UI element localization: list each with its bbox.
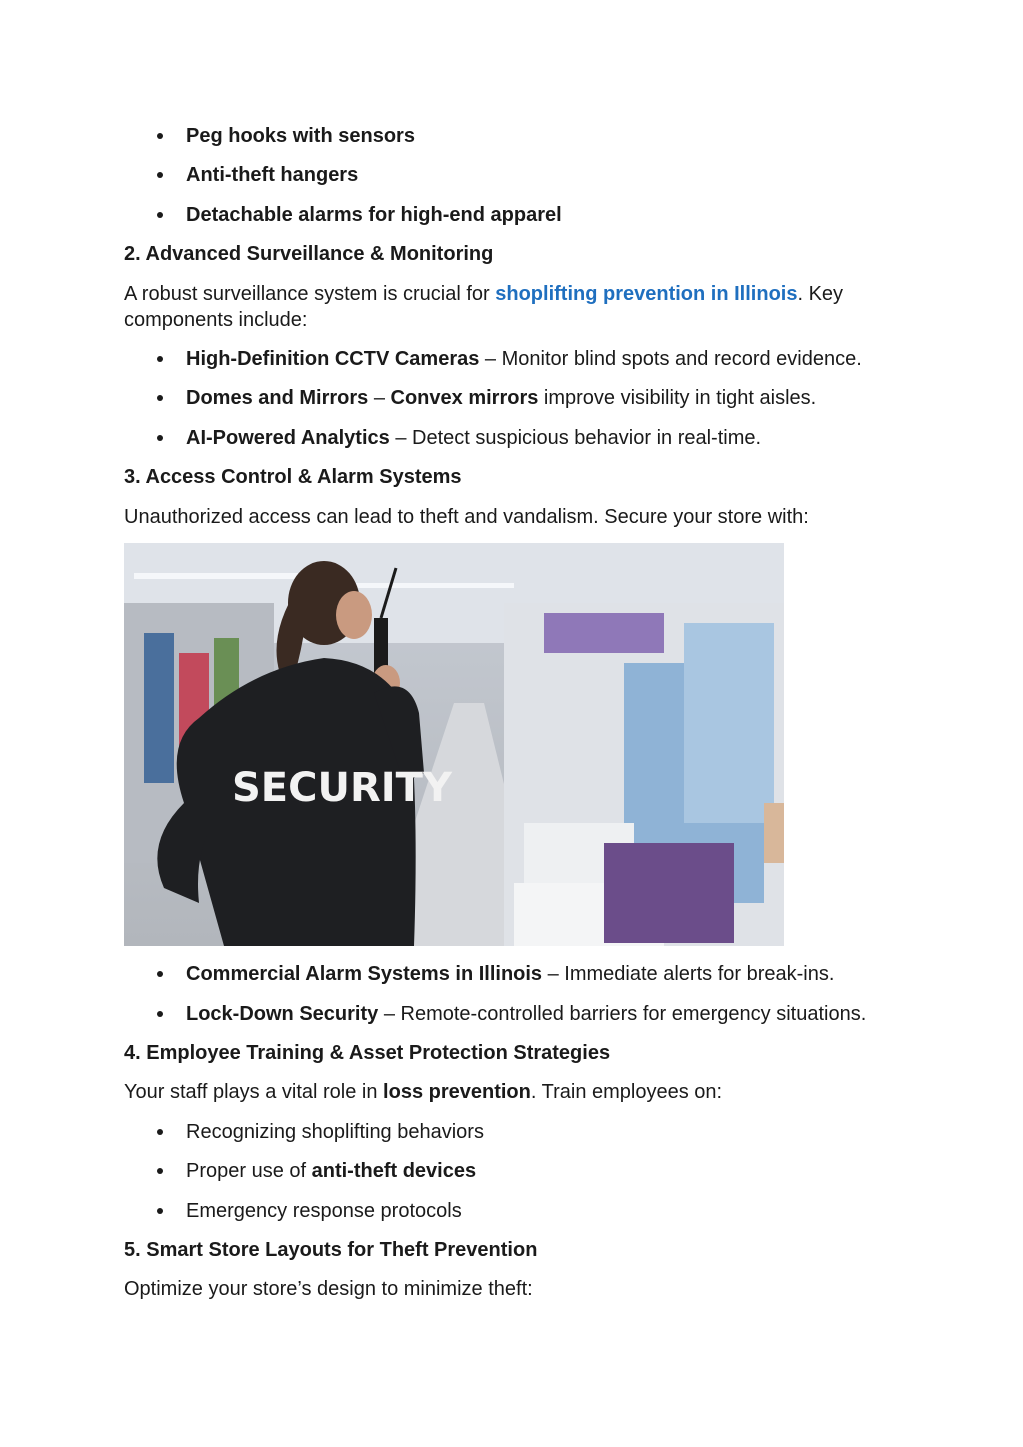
list-item: Peg hooks with sensors <box>186 125 415 147</box>
list-item: High-Definition CCTV Cameras – Monitor blind spots and record evidence. <box>186 348 862 370</box>
bullet <box>157 1208 163 1214</box>
list-item: Commercial Alarm Systems in Illinois – Immediate alerts for break-ins. <box>186 963 835 985</box>
bullet <box>157 1011 163 1017</box>
paragraph-line: components include: <box>124 309 308 331</box>
section-heading: 5. Smart Store Layouts for Theft Prevention <box>124 1239 538 1261</box>
bullet <box>157 212 163 218</box>
list-item: AI-Powered Analytics – Detect suspicious behavior in real-time. <box>186 427 762 449</box>
bullet <box>157 1129 163 1135</box>
list-item: Detachable alarms for high-end apparel <box>186 204 562 226</box>
bullet <box>157 971 163 977</box>
paragraph: Your staff plays a vital role in loss prevention. Train employees on: <box>124 1081 723 1103</box>
section-heading: 4. Employee Training & Asset Protection Strategies <box>124 1042 611 1064</box>
list-item: Lock-Down Security – Remote-controlled barriers for emergency situations. <box>186 1003 867 1025</box>
paragraph: Unauthorized access can lead to theft and vandalism. Secure your store with: <box>124 506 809 528</box>
bullet <box>157 435 163 441</box>
inline-link[interactable]: shoplifting prevention in Illinois <box>495 283 798 305</box>
list-item: Proper use of anti-theft devices <box>186 1160 477 1182</box>
security-guard-photo <box>124 543 784 946</box>
bullet <box>157 356 163 362</box>
paragraph: Optimize your store’s design to minimize theft: <box>124 1278 533 1300</box>
bullet <box>157 172 163 178</box>
jacket-lettering: SECURITY <box>232 765 452 811</box>
list-item: Domes and Mirrors – Convex mirrors improve visibility in tight aisles. <box>186 387 817 409</box>
list-item: Emergency response protocols <box>186 1200 462 1222</box>
bullet <box>157 395 163 401</box>
bullet <box>157 1168 163 1174</box>
list-item: Recognizing shoplifting behaviors <box>186 1121 484 1143</box>
section-heading: 3. Access Control & Alarm Systems <box>124 466 462 488</box>
paragraph: A robust surveillance system is crucial for shoplifting prevention in Illinois. Key <box>124 283 844 305</box>
section-heading: 2. Advanced Surveillance & Monitoring <box>124 243 494 265</box>
list-item: Anti-theft hangers <box>186 164 359 186</box>
bullet <box>157 133 163 139</box>
